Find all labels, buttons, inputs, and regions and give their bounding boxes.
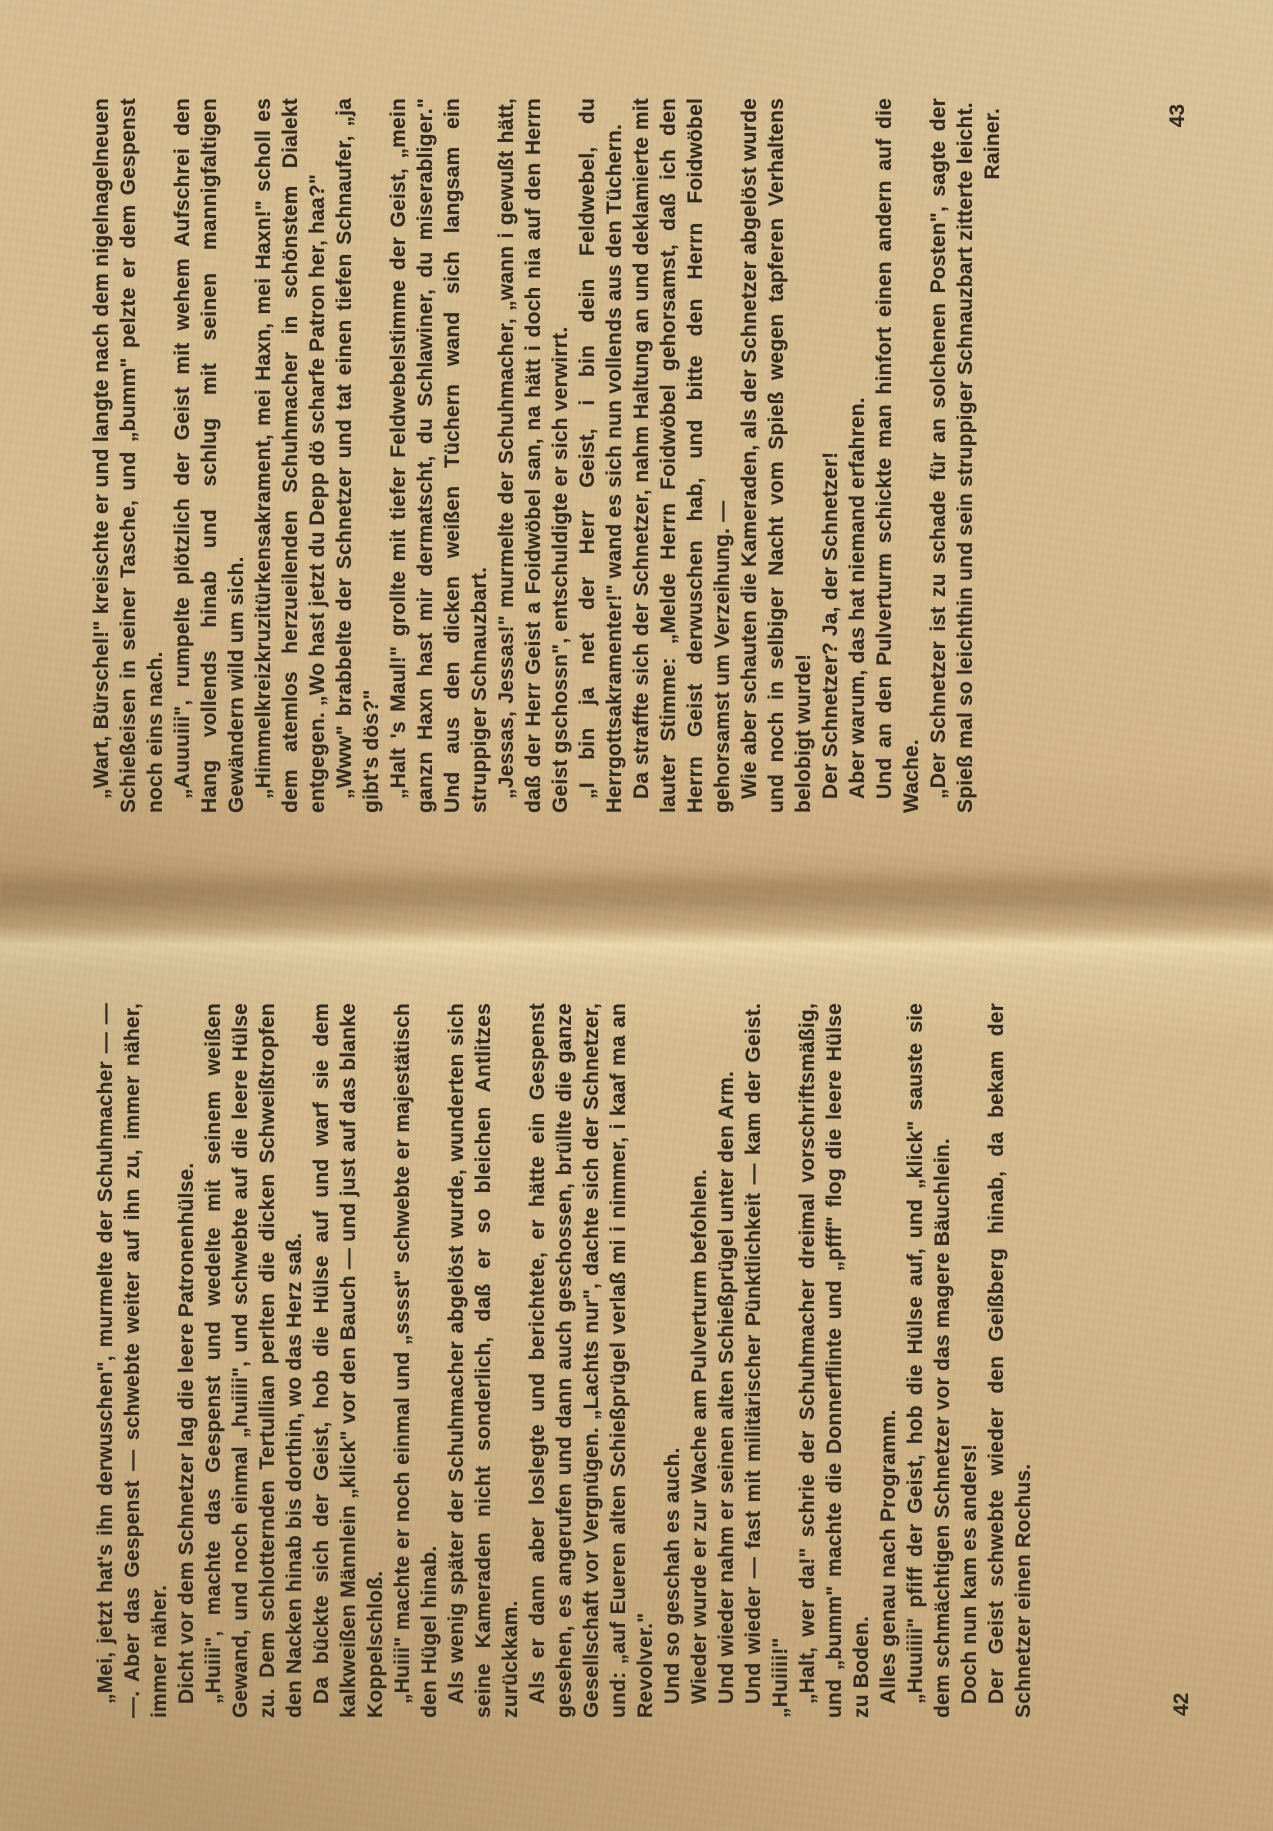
page-43-text-block — [88, 98, 1191, 813]
paragraph: „Huiii" machte er noch einmal und „sssst" schwebte er majestätisch den Hügel hinab. — [391, 1003, 441, 1718]
paragraph: „Jessas, Jessas!" murmelte der Schuhmacher, „wann i gewußt hätt, daß der Herr Geist a Foidwöbel san, na hätt i doch nia auf den Herrn Geist gschossn", entschuldigte er sich verwirrt. — [495, 98, 572, 813]
page-42-paragraphs — [92, 1003, 1037, 1718]
paragraph: Da straffte sich der Schnetzer, nahm Haltung an und deklamierte mit lauter Stimme: „Melde Herrn Foidwöbel gehorsamst, daß ich den Herrn Geist derwuschen hab, und bitte den Herrn Foidwöbel gehorsamst um Verzeihung. — — [630, 98, 734, 813]
paragraph: „Wart, Bürschel!" kreischte er und langte nach dem nigelnagelneuen Schießeisen in seiner Tasche, und „bumm" pelzte er dem Gespenst noch eins nach. — [90, 98, 167, 813]
paragraph: Als wenig später der Schuhmacher abgelöst wurde, wunderten sich seine Kameraden nicht sonderlich, daß er so bleichen Antlitzes zurückkam. — [445, 1003, 522, 1718]
paragraph: „Der Schnetzer ist zu schade für an solchenen Posten", sagte der Spieß mal so leichthin und sein struppiger Schnauzbart zitterte leicht. — [927, 98, 977, 813]
paragraph: Und so geschah es auch. — [661, 1447, 684, 1704]
gutter-crease-shadow — [0, 868, 1273, 904]
paragraph: Der Schnetzer? Ja, der Schnetzer! — [819, 451, 842, 799]
page-43 — [88, 98, 1188, 813]
paragraph: Und wieder — fast mit militärischer Pünktlichkeit — kam der Geist. „Huiiii!" — [742, 1003, 792, 1718]
paragraph: „Mei, jetzt hat's ihn derwuschen", murmelte der Schuhmacher — — —. Aber das Gespenst — schwebte weiter auf ihn zu, immer näher, immer näher. — [94, 1003, 171, 1718]
paragraph: Da bückte sich der Geist, hob die Hülse auf und warf sie dem kalkweißen Männlein „klick" vor den Bauch — und just auf das blanke Koppelschloß. — [310, 1003, 387, 1718]
paragraph: „Www" brabbelte der Schnetzer und tat einen tiefen Schnaufer, „ja gibt's dös?" — [333, 98, 383, 813]
author-signature: Rainer. — [981, 108, 1004, 180]
paragraph: Alles genau nach Programm. — [877, 1409, 900, 1704]
paragraph: „Huiii", machte das Gespenst und wedelte mit seinem weißen Gewand, und noch einmal „huiiii", und schwebte auf die leere Hülse zu. Dem schlotternden Tertullian perlten die dicken Schweißtropfen den Nacken hinab bis dorthin, wo das Herz saß. — [202, 1003, 306, 1718]
paragraph: Als er dann aber loslegte und berichtete, er hätte ein Gespenst gesehen, es angerufen und dann auch geschossen, brüllte die ganze Gesellschaft vor Vergnügen. „Lachts nur", dachte sich der Schnetzer, und: „auf Eueren alten Schießprügel verlaß mi i nimmer, i kaaf ma an Revolver." — [526, 1003, 657, 1718]
paragraph: „Auuuiii", rumpelte plötzlich der Geist mit wehem Aufschrei den Hang vollends hinab und schlug mit seinen mannigfaltigen Gewändern wild um sich. — [171, 98, 248, 813]
paragraph: „Halt 's Maul!" grollte mit tiefer Feldwebelstimme der Geist, „mein ganzn Haxn hast mir dermatscht, du Schlawiner, du miserabliger." Und aus den dicken weißen Tüchern wand sich langsam ein struppiger Schnauzbart. — [387, 98, 491, 813]
paragraph: Dicht vor dem Schnetzer lag die leere Patronenhülse. — [175, 1162, 198, 1704]
paragraph: „I bin ja net der Herr Geist, i bin dein Feldwebel, du Herrgottsakramenter!" wand es sich nun vollends aus den Tüchern. — [576, 98, 626, 813]
page-number-43: 43 — [1166, 104, 1189, 128]
page-42-text-block — [92, 1003, 1195, 1718]
paragraph: „Huuiiii" pfiff der Geist, hob die Hülse auf, und „klick" sauste sie dem schmächtigen Schnetzer vor das magere Bäuchlein. — [904, 1003, 954, 1718]
paragraph: Wie aber schauten die Kameraden, als der Schnetzer abgelöst wurde und noch in selbiger Nacht vom Spieß wegen tapferen Verhaltens belobigt wurde! — [738, 98, 815, 813]
page-43-paragraphs — [88, 98, 979, 813]
paragraph: Der Geist schwebte wieder den Geißberg hinab, da bekam der Schnetzer einen Rochus. — [985, 1003, 1035, 1718]
paragraph: „Himmelkreizkruzitürkensakrament, mei Haxn, mei Haxn!" scholl es dem atemlos herzueilenden Schuhmacher in schönstem Dialekt entgegen. „Wo hast jetzt du Depp dö scharfe Patron her, haa?" — [252, 98, 329, 813]
page-number-42: 42 — [1170, 1692, 1193, 1716]
paragraph: Aber warum, das hat niemand erfahren. — [846, 397, 869, 799]
paragraph: Wieder wurde er zur Wache am Pulverturm befohlen. — [688, 1168, 711, 1704]
page-42 — [92, 1003, 1192, 1718]
paragraph: Doch nun kam es anders! — [958, 1443, 981, 1704]
paragraph: „Halt, wer da!" schrie der Schuhmacher dreimal vorschriftsmäßig, und „bumm" machte die Donnerflinte und „pfff" flog die leere Hülse zu Boden. — [796, 1003, 873, 1718]
paragraph: Und an den Pulverturm schickte man hinfort einen andern auf die Wache. — [873, 98, 923, 813]
paragraph: Und wieder nahm er seinen alten Schießprügel unter den Arm. — [715, 1071, 738, 1704]
